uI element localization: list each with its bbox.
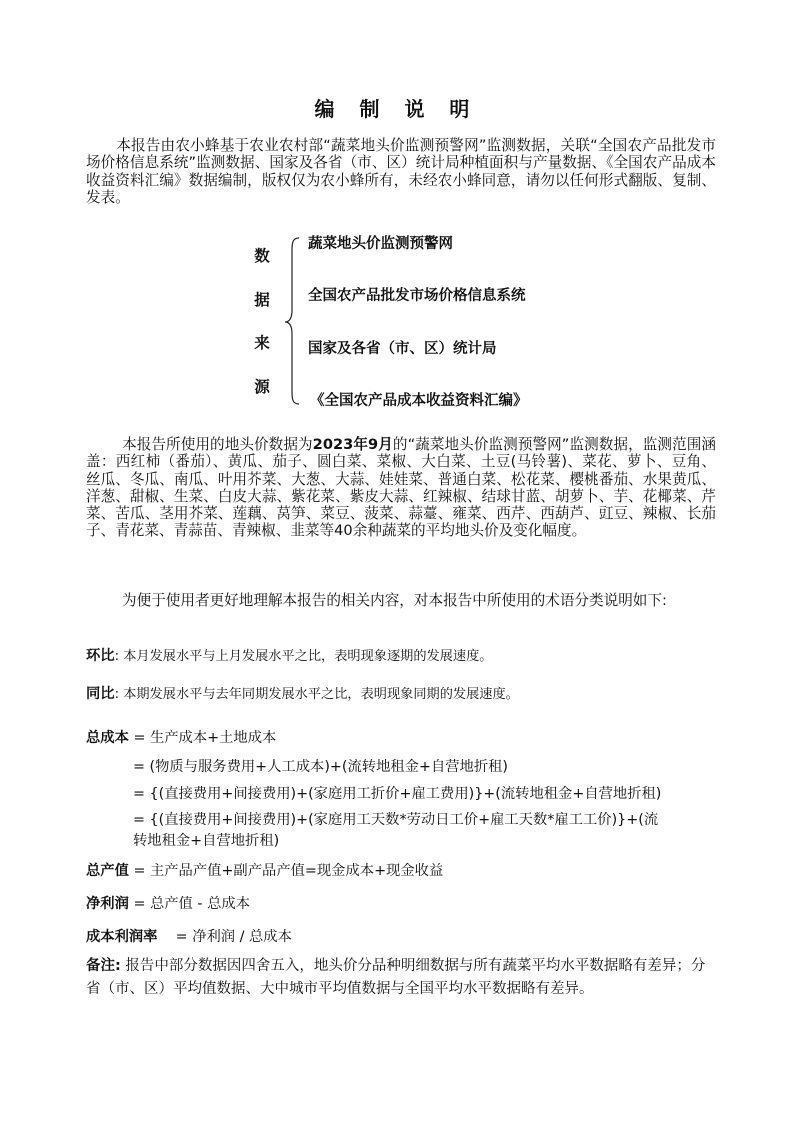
- data-source-char-4: 源: [254, 378, 270, 396]
- note-term: 备注:: [86, 958, 121, 974]
- data-source-char-3: 来: [254, 334, 270, 352]
- note-text: 报告中部分数据因四舍五入，地头价分品种明细数据与所有蔬菜平均水平数据略有差异；分省（市、区）平均值数据、大中城市平均值数据与全国平均水平数据略有差异。: [86, 958, 706, 997]
- scope-prefix: 本报告所使用的地头价数据为: [122, 436, 313, 453]
- output-formula: [86, 860, 443, 882]
- output-term: 总产值: [86, 863, 129, 879]
- intro-text: 本报告由农小蜂基于农业农村部“蔬菜地头价监测预警网”监测数据，关联“全国农产品批发市场价格信息系统”监测数据、国家及各省（市、区）统计局种植面积与产量数据、《全国农产品成本收益资料汇编》数据编制，版权仅为农小蜂所有，未经农小蜂同意，请勿以任何形式翻版、复制、 发表。: [86, 137, 716, 206]
- data-source-item-4: 《全国农产品成本收益资料汇编》: [310, 393, 528, 409]
- scope-paragraph: [86, 436, 716, 540]
- intro-paragraph: [86, 137, 716, 206]
- data-source-item-2: 全国农产品批发市场价格信息系统: [308, 288, 526, 304]
- scope-text: 的“蔬菜地头价监测预警网”监测数据，监测范围涵盖：西红柿（番茄）、黄瓜、茄子、圆白菜、菜椒、大白菜、土豆(马铃薯)、菜花、萝卜、豆角、丝瓜、冬瓜、南瓜、叶用芥菜、大葱、大蒜、娃娃菜、普通白菜、松花菜、樱桃番茄、水果黄瓜、洋葱、甜椒、生菜、白皮大蒜、紫花菜、紫皮大蒜、红辣椒、结球甘蓝、胡萝卜、芋、花椰菜、芹菜、苦瓜、茎用芥菜、莲藕、莴笋、菜豆、菠菜、蒜薹、雍菜、西芹、西葫芦、豇豆、辣椒、长茄子、青花菜、青蒜苗、青辣椒、韭菜等40余种蔬菜的平均地头价及变化幅度。: [86, 436, 716, 540]
- data-source-char-1: 数: [254, 247, 270, 265]
- mom-text: : 本月发展水平与上月发展水平之比，表明现象逐期的发展速度。: [114, 649, 493, 664]
- total-cost-line-4a: = {(直接费用+间接费用)+(家庭用工天数*劳动日工价+雇工天数*雇工工价)}+(流: [133, 812, 659, 828]
- yoy-text: : 本期发展水平与去年同期发展水平之比，表明现象同期的发展速度。: [114, 687, 519, 702]
- profit-formula: [86, 893, 250, 915]
- data-source-item-3: 国家及各省（市、区）统计局: [308, 341, 497, 357]
- definition-yoy: [86, 686, 519, 703]
- total-cost-formula: [86, 727, 276, 749]
- definition-mom: [86, 648, 492, 665]
- total-cost-line-1: = 生产成本+土地成本: [133, 730, 277, 746]
- total-cost-line-4b: 转地租金+自营地折租): [133, 833, 280, 849]
- mom-term: 环比: [86, 648, 115, 664]
- brace-icon: [283, 236, 303, 406]
- margin-term: 成本利润率: [86, 929, 158, 945]
- total-cost-line-3: = {(直接费用+间接费用)+(家庭用工折价+雇工费用)}+(流转地租金+自营地折租): [133, 786, 662, 802]
- scope-date: 2023年9月: [312, 436, 393, 453]
- profit-text: = 总产值 - 总成本: [133, 896, 250, 912]
- total-cost-term: 总成本: [86, 730, 129, 746]
- margin-formula: [86, 926, 292, 948]
- yoy-term: 同比: [86, 686, 115, 702]
- data-source-item-1: 蔬菜地头价监测预警网: [308, 236, 453, 252]
- output-text: = 主产品产值+副产品产值=现金成本+现金收益: [133, 863, 444, 879]
- profit-term: 净利润: [86, 896, 129, 912]
- total-cost-line-2: = (物质与服务费用+人工成本)+(流转地租金+自营地折租): [133, 759, 509, 775]
- page-title: 编 制 说 明: [314, 97, 479, 121]
- note-paragraph: [86, 955, 716, 1000]
- terms-intro-paragraph: [86, 590, 716, 612]
- margin-text: = 净利润 / 总成本: [175, 929, 292, 945]
- terms-intro-text: 为便于使用者更好地理解本报告的相关内容，对本报告中所使用的术语分类说明如下:: [122, 592, 667, 609]
- data-source-char-2: 据: [254, 291, 270, 309]
